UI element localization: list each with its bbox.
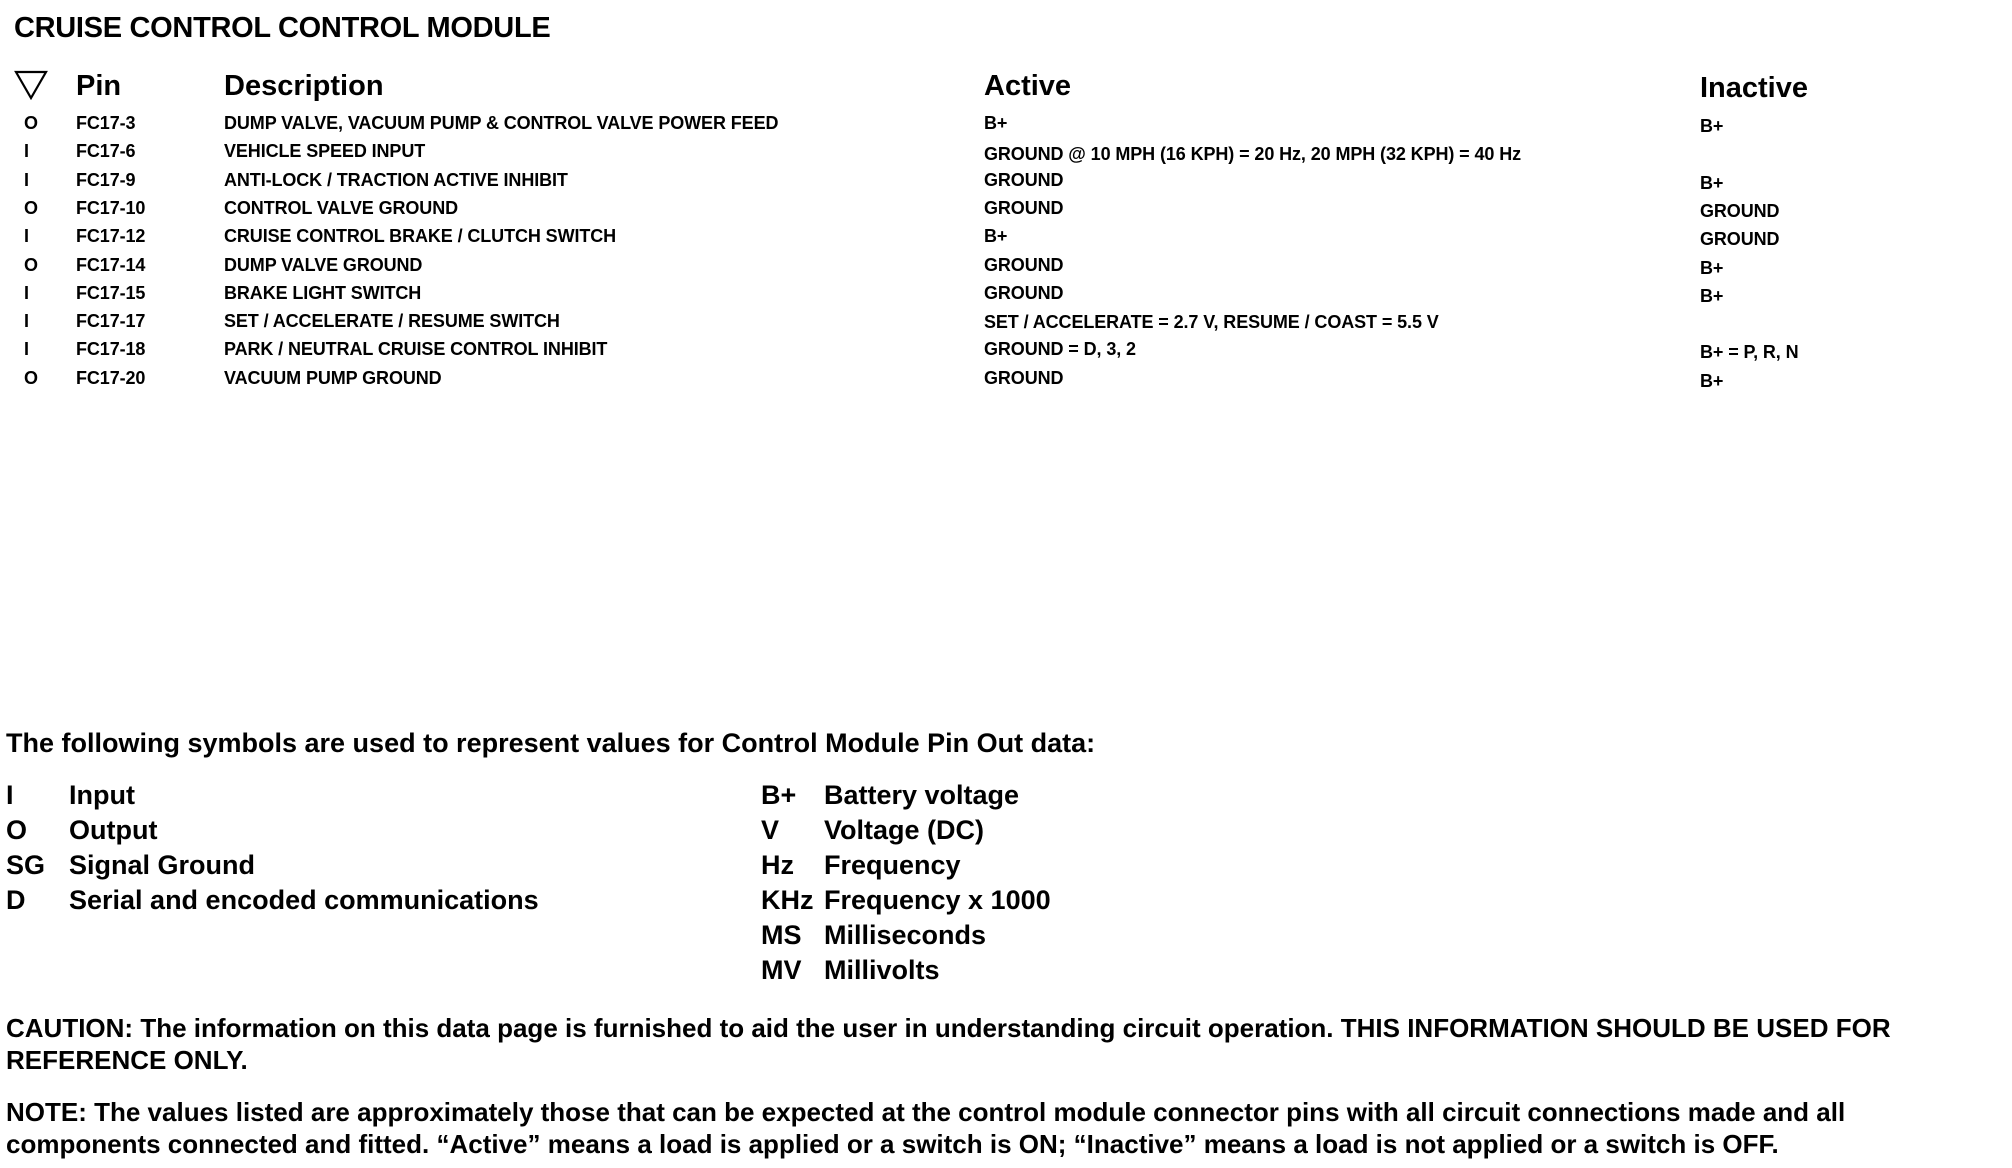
page-title: CRUISE CONTROL CONTROL MODULE	[14, 12, 551, 44]
pin-description: DUMP VALVE, VACUUM PUMP & CONTROL VALVE POWER FEED	[224, 113, 779, 133]
pin-id: FC17-12	[76, 226, 146, 246]
legend-meaning: Milliseconds	[824, 920, 987, 950]
table-row	[0, 170, 2012, 198]
pin-description: SET / ACCELERATE / RESUME SWITCH	[224, 311, 560, 331]
legend-meaning: Serial and encoded communications	[69, 885, 539, 915]
general-note: NOTE: The values listed are approximately those that can be expected at the control module connector pins with all circuit connections made and all components connected and fitted. “Active” means a load is applied or a switch is ON; “Inactive” means a load is not applied or a switch is OFF.	[6, 1097, 1846, 1159]
io-type: O	[24, 198, 38, 218]
active-value: GROUND @ 10 MPH (16 KPH) = 20 Hz, 20 MPH (32 KPH) = 40 Hz	[984, 144, 1521, 164]
column-header-description: Description	[224, 70, 384, 102]
column-header-active: Active	[984, 70, 1072, 102]
legend-symbol: MS	[761, 920, 802, 950]
pin-id: FC17-20	[76, 368, 146, 388]
table-row	[0, 368, 2012, 396]
io-type: O	[24, 368, 38, 388]
inactive-value: B+	[1700, 116, 1724, 136]
active-value: GROUND	[984, 170, 1064, 190]
active-value: GROUND	[984, 368, 1064, 388]
table-row	[0, 141, 2012, 169]
io-type: I	[24, 283, 29, 303]
io-type: I	[24, 226, 29, 246]
io-type: O	[24, 255, 38, 275]
triangle-down-icon	[14, 70, 48, 100]
active-value: B+	[984, 226, 1008, 246]
inactive-value: B+ = P, R, N	[1700, 342, 1799, 362]
column-header-inactive: Inactive	[1700, 72, 1808, 104]
table-row	[0, 283, 2012, 311]
inactive-value: GROUND	[1700, 201, 1780, 221]
legend-symbol: SG	[6, 850, 46, 880]
table-row	[0, 255, 2012, 283]
io-type: I	[24, 170, 29, 190]
legend-symbol: KHz	[761, 885, 814, 915]
active-value: GROUND	[984, 198, 1064, 218]
active-value: GROUND	[984, 255, 1064, 275]
legend-symbol: O	[6, 815, 28, 845]
pin-description: BRAKE LIGHT SWITCH	[224, 283, 422, 303]
legend-symbol: Hz	[761, 850, 794, 880]
inactive-value: B+	[1700, 173, 1724, 193]
inactive-value: B+	[1700, 286, 1724, 306]
pin-id: FC17-9	[76, 170, 136, 190]
inactive-value: GROUND	[1700, 229, 1780, 249]
legend-symbol: MV	[761, 955, 802, 985]
pin-description: DUMP VALVE GROUND	[224, 255, 423, 275]
active-value: SET / ACCELERATE = 2.7 V, RESUME / COAST = 5.5 V	[984, 312, 1439, 332]
pin-id: FC17-14	[76, 255, 146, 275]
legend-meaning: Input	[69, 780, 135, 810]
legend-meaning: Frequency x 1000	[824, 885, 1051, 915]
active-value: B+	[984, 113, 1008, 133]
legend-symbol: I	[6, 780, 14, 810]
pin-description: ANTI-LOCK / TRACTION ACTIVE INHIBIT	[224, 170, 568, 190]
table-row	[0, 198, 2012, 226]
legend-symbol: V	[761, 815, 780, 845]
pin-description: CRUISE CONTROL BRAKE / CLUTCH SWITCH	[224, 226, 617, 246]
pin-description: VEHICLE SPEED INPUT	[224, 141, 426, 161]
table-row	[0, 226, 2012, 254]
column-header-pin: Pin	[76, 70, 122, 102]
legend-meaning: Millivolts	[824, 955, 940, 985]
pin-id: FC17-15	[76, 283, 146, 303]
caution-note: CAUTION: The information on this data page is furnished to aid the user in understanding circuit operation. THIS INFORMATION SHOULD BE USED FOR REFERENCE ONLY.	[6, 1013, 1891, 1075]
pin-id: FC17-6	[76, 141, 136, 161]
legend-meaning: Frequency	[824, 850, 961, 880]
pin-description: VACUUM PUMP GROUND	[224, 368, 442, 388]
active-value: GROUND	[984, 283, 1064, 303]
io-type: I	[24, 339, 29, 359]
pin-description: PARK / NEUTRAL CRUISE CONTROL INHIBIT	[224, 339, 608, 359]
legend-meaning: Battery voltage	[824, 780, 1020, 810]
table-row	[0, 113, 2012, 141]
io-type: I	[24, 141, 29, 161]
table-row	[0, 339, 2012, 367]
active-value: GROUND = D, 3, 2	[984, 339, 1136, 359]
legend-symbol: D	[6, 885, 26, 915]
legend-intro: The following symbols are used to represent values for Control Module Pin Out data:	[6, 728, 1096, 758]
inactive-value: B+	[1700, 258, 1724, 278]
pin-id: FC17-10	[76, 198, 146, 218]
legend-meaning: Output	[69, 815, 158, 845]
pin-id: FC17-17	[76, 311, 146, 331]
legend-meaning: Signal Ground	[69, 850, 255, 880]
table-row	[0, 311, 2012, 339]
legend-meaning: Voltage (DC)	[824, 815, 984, 845]
pin-id: FC17-18	[76, 339, 146, 359]
pin-id: FC17-3	[76, 113, 136, 133]
io-type: I	[24, 311, 29, 331]
pin-description: CONTROL VALVE GROUND	[224, 198, 459, 218]
inactive-value: B+	[1700, 371, 1724, 391]
io-type: O	[24, 113, 38, 133]
legend-symbol: B+	[761, 780, 797, 810]
